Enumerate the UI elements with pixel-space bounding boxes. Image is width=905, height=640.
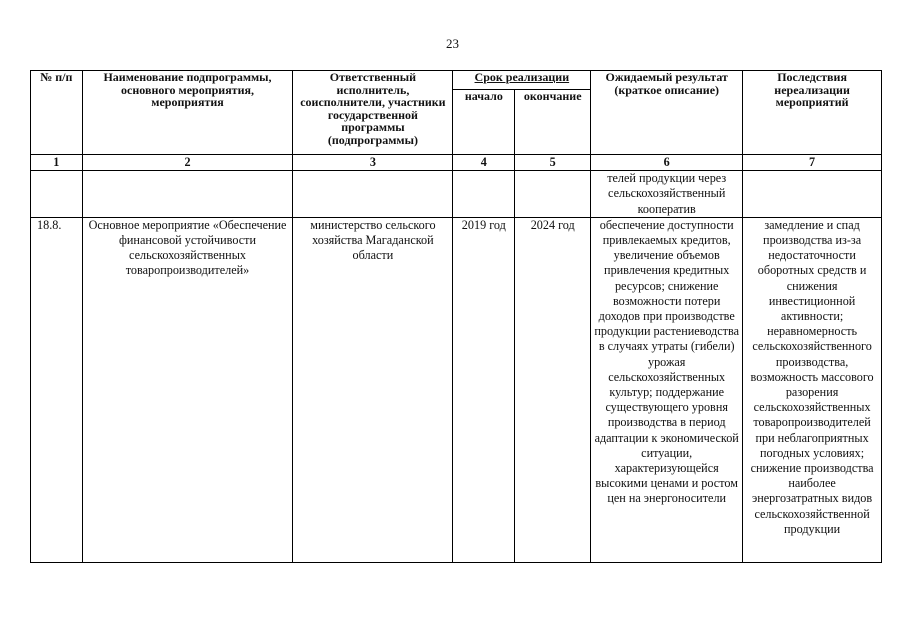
header-responsible: Ответственный исполнитель, соисполнители, участники государственной программы (подпрограммы) xyxy=(293,71,453,155)
column-number: 1 xyxy=(31,155,83,171)
row-result: обеспечение доступности привлекаемых кредитов, увеличение объемов привлечения кредитных ресурсов; снижение возможности потери доходов при производстве продукции растениеводства в случаях утраты (гибели) урожая сельскохозяйственных культур; поддержание существующего уровня производства в период адаптации к экономической ситуации, характеризующейся высокими ценами и ростом цен на энергоносители xyxy=(591,217,743,562)
cell-empty xyxy=(31,171,83,218)
header-consequences: Последствия нереализации мероприятий xyxy=(743,71,882,155)
header-start: начало xyxy=(453,90,515,155)
row-start: 2019 год xyxy=(453,217,515,562)
cell-empty xyxy=(293,171,453,218)
column-number: 6 xyxy=(591,155,743,171)
continuation-row xyxy=(31,171,882,218)
header-name: Наименование подпрограммы, основного мероприятия, мероприятия xyxy=(82,71,293,155)
header-result: Ожидаемый результат (краткое описание) xyxy=(591,71,743,155)
page-number: 23 xyxy=(446,36,459,51)
column-number: 2 xyxy=(82,155,293,171)
header-end: окончание xyxy=(515,90,591,155)
continuation-result: телей продукции через сельскохозяйственный кооператив xyxy=(591,171,743,218)
column-number: 4 xyxy=(453,155,515,171)
header-num: № п/п xyxy=(31,71,83,155)
row-responsible: министерство сельского хозяйства Магаданской области xyxy=(293,217,453,562)
row-consequences: замедление и спад производства из-за недостаточности оборотных средств и снижения инвестиционной активности; неравномерность сельскохозяйственного производства, возможность массового разорения сельскохозяйственных товаропроизводителей при неблагоприятных погодных условиях; снижение производства наиболее энергозатратных видов сельскохозяйственной продукции xyxy=(743,217,882,562)
row-number: 18.8. xyxy=(31,217,83,562)
table-row xyxy=(31,217,882,562)
cell-empty xyxy=(82,171,293,218)
cell-empty xyxy=(515,171,591,218)
program-table xyxy=(30,70,882,563)
column-number: 5 xyxy=(515,155,591,171)
row-end: 2024 год xyxy=(515,217,591,562)
column-number: 3 xyxy=(293,155,453,171)
row-name: Основное мероприятие «Обеспечение финансовой устойчивости сельскохозяйственных товаропроизводителей» xyxy=(82,217,293,562)
cell-empty xyxy=(453,171,515,218)
cell-empty xyxy=(743,171,882,218)
header-term: Срок реализации xyxy=(453,71,591,90)
column-numbers-row xyxy=(31,155,882,171)
column-number: 7 xyxy=(743,155,882,171)
